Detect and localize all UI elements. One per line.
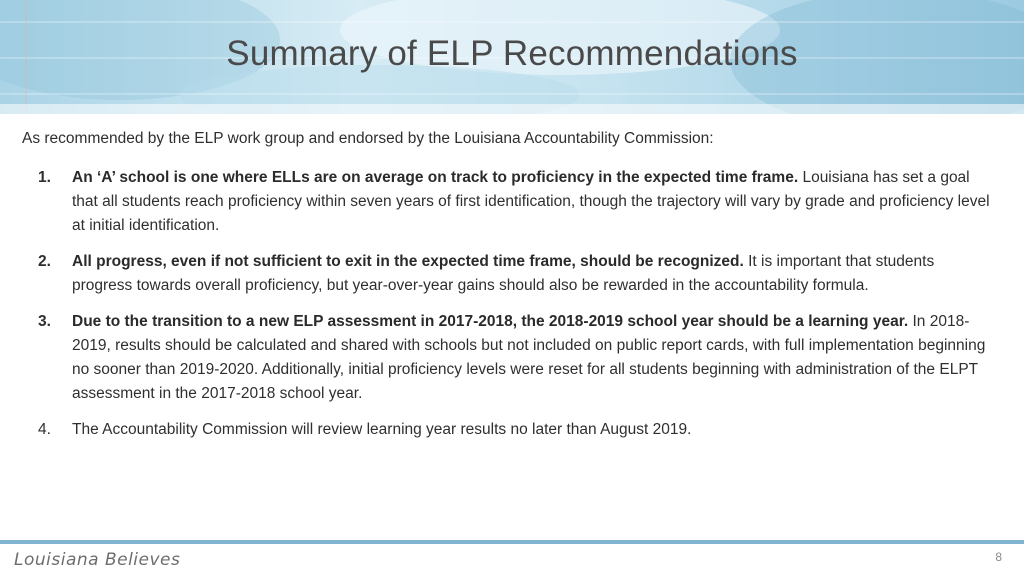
item-heading: Due to the transition to a new ELP assessment in 2017-2018, the 2018-2019 school year should be a learning year. xyxy=(72,313,909,330)
item-number: 4. xyxy=(38,421,51,438)
list-item xyxy=(38,418,998,442)
footer-rule xyxy=(0,540,1024,544)
slide-title: Summary of ELP Recommendations xyxy=(226,34,798,73)
list-item xyxy=(38,166,998,238)
watercolor-header xyxy=(0,0,1024,114)
item-number: 1. xyxy=(38,169,51,186)
list-item xyxy=(38,250,998,298)
list-item xyxy=(38,310,998,406)
item-heading: All progress, even if not sufficient to exit in the expected time frame, should be recognized. xyxy=(72,253,744,270)
item-body: The Accountability Commission will review learning year results no later than August 2019. xyxy=(72,421,692,438)
item-number: 2. xyxy=(38,253,51,270)
item-heading: An ‘A’ school is one where ELLs are on average on track to proficiency in the expected time frame. xyxy=(72,169,799,186)
item-body: Louisiana has set a goal that all students reach proficiency within seven years of first identification, though the trajectory will vary by grade and proficiency level at initial identification. xyxy=(72,169,990,234)
item-number: 3. xyxy=(38,313,51,330)
item-body: In 2018-2019, results should be calculated and shared with schools but not included on public report cards, with full implementation beginning no sooner than 2019-2020. Additionally, initial proficiency levels were reset for all students beginning with administration of the ELPT assessment in the 2017-2018 school year. xyxy=(72,313,986,402)
item-body: It is important that students progress towards overall proficiency, but year-over-year gains should also be rewarded in the accountability formula. xyxy=(72,253,935,294)
recommendations-list xyxy=(38,166,998,454)
louisiana-believes-logo: Louisiana Believes xyxy=(14,550,181,570)
page-number: 8 xyxy=(995,550,1002,564)
intro-text: As recommended by the ELP work group and endorsed by the Louisiana Accountability Commission: xyxy=(22,130,714,147)
